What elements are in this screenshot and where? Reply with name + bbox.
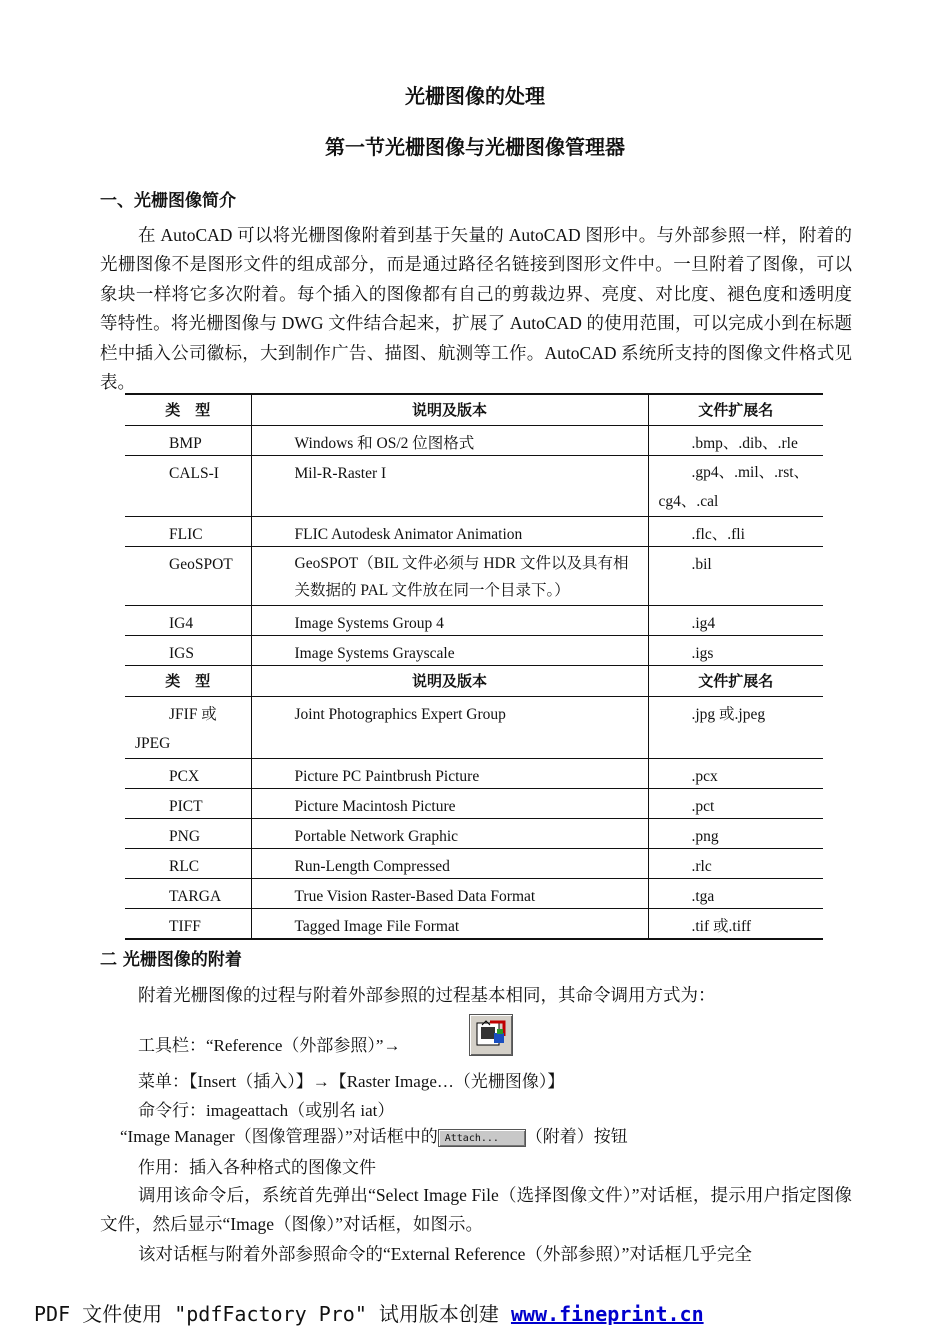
cell-ext: .igs (691, 645, 714, 662)
header-type: 类 型 (125, 394, 251, 426)
table-row (125, 759, 823, 789)
intro-paragraph (100, 221, 852, 397)
table-row (125, 426, 823, 456)
intro-text: 在 AutoCAD 可以将光栅图像附着到基于矢量的 AutoCAD 图形中。与外部参照一样，附着的光栅图像不是图形文件的组成部分，而是通过路径名链接到图形文件中。一旦附着了图像，可以象块一样将它多次附着。每个插入的图像都有自己的剪裁边界、亮度、对比度、褪色度和透明度等特性。将光栅图像与 DWG 文件结合起来，扩展了 AutoCAD 的使用范围，可以完成小到在标题栏中插入公司徽标，大到制作广告、描图、航测等工作。AutoCAD 系统所支持的图像文件格式见表。 (100, 225, 852, 393)
cell-type: RLC (169, 858, 200, 875)
cell-desc: GeoSPOT（BIL 文件必须与 HDR 文件以及具有相关数据的 PAL 文件放在同一个目录下。） (294, 555, 629, 599)
menu-line: 菜单：【Insert（插入）】→【Raster Image…（光栅图像）】 (138, 1072, 565, 1091)
table-row (125, 517, 823, 547)
cell-ext: .pcx (691, 768, 718, 785)
cell-desc: Windows 和 OS/2 位图格式 (294, 435, 475, 452)
table-row (125, 879, 823, 909)
cell-desc: Image Systems Group 4 (294, 615, 444, 632)
cell-type: CALS-I (169, 465, 219, 482)
table-row (125, 909, 823, 940)
table-row (125, 849, 823, 879)
footer-text: PDF 文件使用 "pdfFactory Pro" 试用版本创建 (34, 1302, 499, 1326)
section1-heading: 一、光栅图像简介 (100, 191, 236, 211)
pdf-footer (34, 1298, 704, 1327)
table-row (125, 456, 823, 517)
image-attach-icon (470, 1015, 512, 1055)
dialog-line (120, 1123, 628, 1150)
cell-ext: .png (691, 828, 719, 845)
cell-desc: Run-Length Compressed (294, 858, 450, 875)
cell-type: TIFF (169, 918, 201, 935)
cell-desc: True Vision Raster-Based Data Format (294, 888, 536, 905)
dialog-line-post: （附着）按钮 (525, 1127, 628, 1146)
section2-paragraphs (100, 1181, 852, 1269)
header-ext: 文件扩展名 (648, 394, 823, 426)
cell-type: BMP (169, 435, 202, 452)
cell-ext: .bmp、.dib、.rle (691, 435, 798, 452)
cell-ext: .rlc (691, 858, 712, 875)
attach-button[interactable]: Attach... (438, 1129, 526, 1147)
cell-ext: .bil (691, 556, 712, 573)
footer-link[interactable]: www.fineprint.cn (510, 1302, 704, 1326)
cell-desc: Portable Network Graphic (294, 828, 459, 845)
table-header-row (125, 394, 823, 426)
header-desc: 说明及版本 (251, 666, 648, 697)
cell-ext: .flc、.fli (691, 526, 745, 543)
header-desc: 说明及版本 (251, 394, 648, 426)
cell-desc: Image Systems Grayscale (294, 645, 455, 662)
cell-desc: Tagged Image File Format (294, 918, 460, 935)
cell-desc: Mil-R-Raster I (294, 465, 387, 482)
cell-type: JFIF 或 JPEG (135, 706, 217, 752)
cell-type: GeoSPOT (169, 556, 233, 573)
reference-toolbar-icon (469, 1014, 513, 1056)
cell-type: IGS (169, 645, 194, 662)
header-type: 类 型 (125, 666, 251, 697)
header-ext: 文件扩展名 (648, 666, 823, 697)
effect-line: 作用：插入各种格式的图像文件 (138, 1158, 376, 1177)
para2: 该对话框与附着外部参照命令的“External Reference（外部参照）”对话框几乎完全 (138, 1243, 752, 1264)
dialog-line-pre: “Image Manager（图像管理器）”对话框中的 (120, 1127, 438, 1146)
table-row (125, 819, 823, 849)
command-line: 命令行：imageattach（或别名 iat） (138, 1101, 395, 1120)
cell-ext: .tif 或.tiff (691, 918, 752, 935)
cell-ext: .pct (691, 798, 715, 815)
cell-ext: .ig4 (691, 615, 716, 632)
section2-heading: 二 光栅图像的附着 (100, 950, 242, 970)
table-row (125, 789, 823, 819)
cell-type: PNG (169, 828, 201, 845)
section-title: 第一节光栅图像与光栅图像管理器 (325, 135, 625, 159)
cell-type: FLIC (169, 526, 203, 543)
cell-ext: .gp4、.mil、.rst、cg4、.cal (658, 464, 810, 510)
table-row (125, 547, 823, 606)
cell-desc: FLIC Autodesk Animator Animation (294, 526, 523, 543)
cell-ext: .jpg 或.jpeg (691, 706, 766, 723)
table-header-row (125, 666, 823, 697)
cell-type: PCX (169, 768, 200, 785)
table-row (125, 636, 823, 666)
page-title: 光栅图像的处理 (405, 84, 545, 108)
cell-type: PICT (169, 798, 203, 815)
cell-desc: Joint Photographics Expert Group (294, 706, 506, 723)
cell-desc: Picture Macintosh Picture (294, 798, 456, 815)
para1: 调用该命令后，系统首先弹出“Select Image File（选择图像文件）”对话框，提示用户指定图像文件，然后显示“Image（图像）”对话框，如图示。 (100, 1185, 852, 1235)
cell-ext: .tga (691, 888, 715, 905)
cell-desc: Picture PC Paintbrush Picture (294, 768, 480, 785)
toolbar-line: 工具栏：“Reference（外部参照）”→ (138, 1036, 401, 1055)
table-row (125, 606, 823, 636)
cell-type: IG4 (169, 615, 194, 632)
cell-type: TARGA (169, 888, 222, 905)
table-row (125, 697, 823, 759)
section2-intro: 附着光栅图像的过程与附着外部参照的过程基本相同，其命令调用方式为： (138, 985, 716, 1005)
format-table (125, 393, 823, 940)
